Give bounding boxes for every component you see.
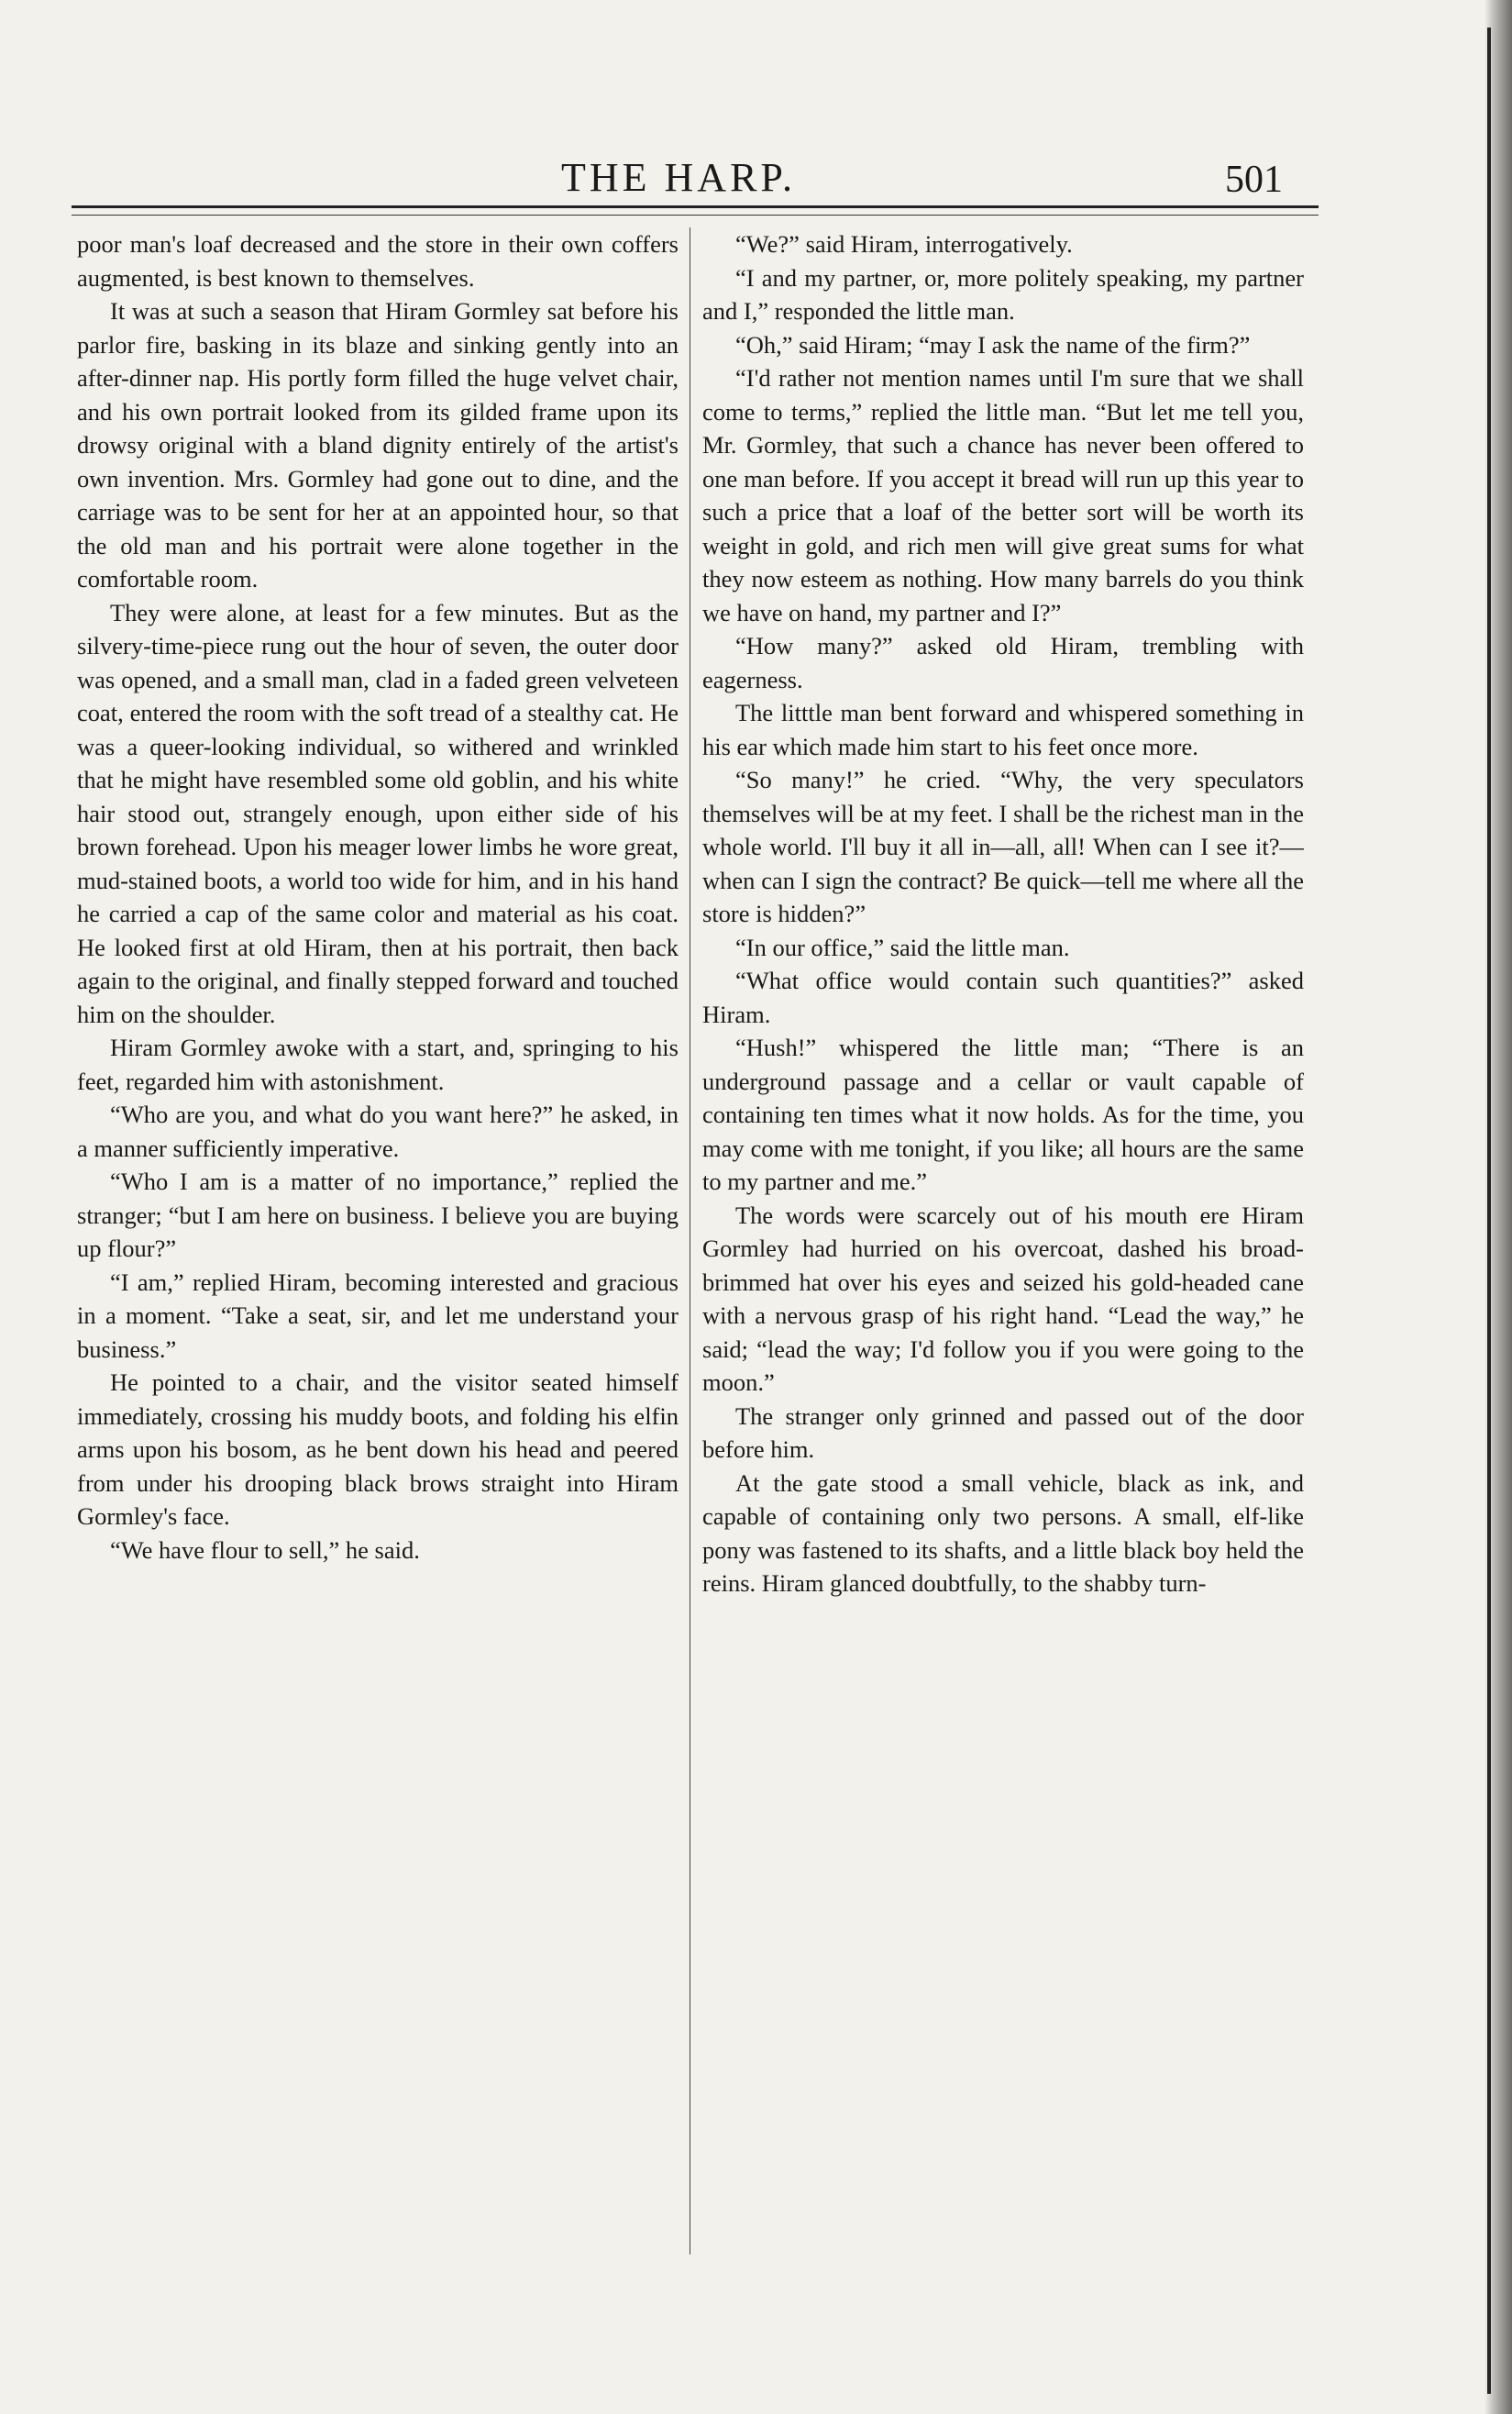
paragraph: The litttle man bent forward and whispered something in his ear which made him start to his feet once more. [702, 699, 1304, 760]
paragraph: “I'd rather not mention names until I'm sure that we shall come to terms,” replied the little man. “But let me tell you, Mr. Gormley, that such a chance has never been offered to one man before. If you accept it bread will run up this year to such a price that a loaf of the better sort will be worth its weight in gold, and rich men will give great sums for what they now esteem as nothing. How many barrels do you think we have on hand, my partner and I?” [702, 364, 1304, 626]
paragraph: They were alone, at least for a few minutes. But as the silvery-time-piece rung out the hour of seven, the outer door was opened, and a small man, clad in a faded green velveteen coat, entered the room with the soft tread of a stealthy cat. He was a queer-looking individual, so withered and wrinkled that he might have resembled some old goblin, and his white hair stood out, strangely enough, upon either side of his brown forehead. Upon his meager lower limbs he wore great, mud-stained boots, a world too wide for him, and in his hand he carried a cap of the same color and material as his coat. He looked first at old Hiram, then at his portrait, then back again to the original, and finally stepped forward and touched him on the shoulder. [77, 598, 679, 1028]
paragraph: “We have flour to sell,” he said. [110, 1535, 420, 1564]
paragraph: It was at such a season that Hiram Gormley sat before his parlor fire, basking in its blaze and sinking gently into an after-dinner nap. His portly form filled the huge velvet chair, and his own portrait looked from its gilded frame upon its drowsy original with a bland dignity entirely of the artist's own invention. Mrs. Gormley had gone out to dine, and the carriage was to be sent for her at an appointed hour, so that the old man and his portrait were alone together in the comfortable room. [77, 297, 679, 592]
header-rule [72, 205, 1319, 208]
paragraph: “We?” said Hiram, interrogatively. [735, 230, 1073, 258]
paragraph: poor man's loaf decreased and the store in their own coffers augmented, is best known to themselves. [77, 230, 679, 292]
page-number: 501 [1225, 159, 1283, 201]
paragraph: “Who I am is a matter of no importance,” replied the stranger; “but I am here on business. I believe you are buying up flour?” [77, 1168, 679, 1262]
paragraph: “I and my partner, or, more politely speaking, my partner and I,” responded the little man. [702, 263, 1304, 325]
paragraph: “Hush!” whispered the little man; “There is an underground passage and a cellar or vault capable of containing ten times what it now holds. As for the time, you may come with me tonight, if you like; all hours are the same to my partner and me.” [702, 1034, 1304, 1195]
running-header-title: THE HARP. [560, 155, 797, 200]
paragraph: At the gate stood a small vehicle, black as ink, and capable of containing only two persons. A small, elf-like pony was fastened to its shafts, and a little black boy held the reins. Hiram glanced doubtfully, to the shabby turn- [702, 1468, 1304, 1597]
paragraph: Hiram Gormley awoke with a start, and, springing to his feet, regarded him with astonishment. [77, 1034, 679, 1095]
right-column [702, 227, 1304, 2259]
paragraph: “How many?” asked old Hiram, trembling with eagerness. [702, 632, 1304, 693]
paragraph: He pointed to a chair, and the visitor seated himself immediately, crossing his muddy boots, and folding his elfin arms upon his bosom, as he bent down his head and peered from under his drooping black brows straight into Hiram Gormley's face. [77, 1368, 679, 1530]
page-edge-shadow [1484, 0, 1512, 2414]
paragraph: “What office would contain such quantities?” asked Hiram. [702, 967, 1304, 1028]
paragraph: “So many!” he cried. “Why, the very speculators themselves will be at my feet. I shall be the richest man in the whole world. I'll buy it all in—all, all! When can I see it?—when can I sign the contract? Be quick—tell me where all the store is hidden?” [702, 766, 1304, 927]
left-column [77, 227, 679, 2259]
paragraph: “In our office,” said the little man. [735, 933, 1070, 961]
paragraph: The stranger only grinned and passed out of the door before him. [702, 1401, 1304, 1463]
paragraph: “Oh,” said Hiram; “may I ask the name of the firm?” [735, 330, 1251, 359]
paragraph: “I am,” replied Hiram, becoming interested and gracious in a moment. “Take a seat, sir, and let me understand your business.” [77, 1268, 679, 1363]
paragraph: The words were scarcely out of his mouth ere Hiram Gormley had hurried on his overcoat, dashed his broad-brimmed hat over his eyes and seized his gold-headed cane with a nervous grasp of his right hand. “Lead the way,” he said; “lead the way; I'd follow you if you were going to the moon.” [702, 1201, 1304, 1396]
header-rule-thin [72, 215, 1319, 216]
paragraph: “Who are you, and what do you want here?” he asked, in a manner sufficiently imperative. [77, 1101, 679, 1162]
